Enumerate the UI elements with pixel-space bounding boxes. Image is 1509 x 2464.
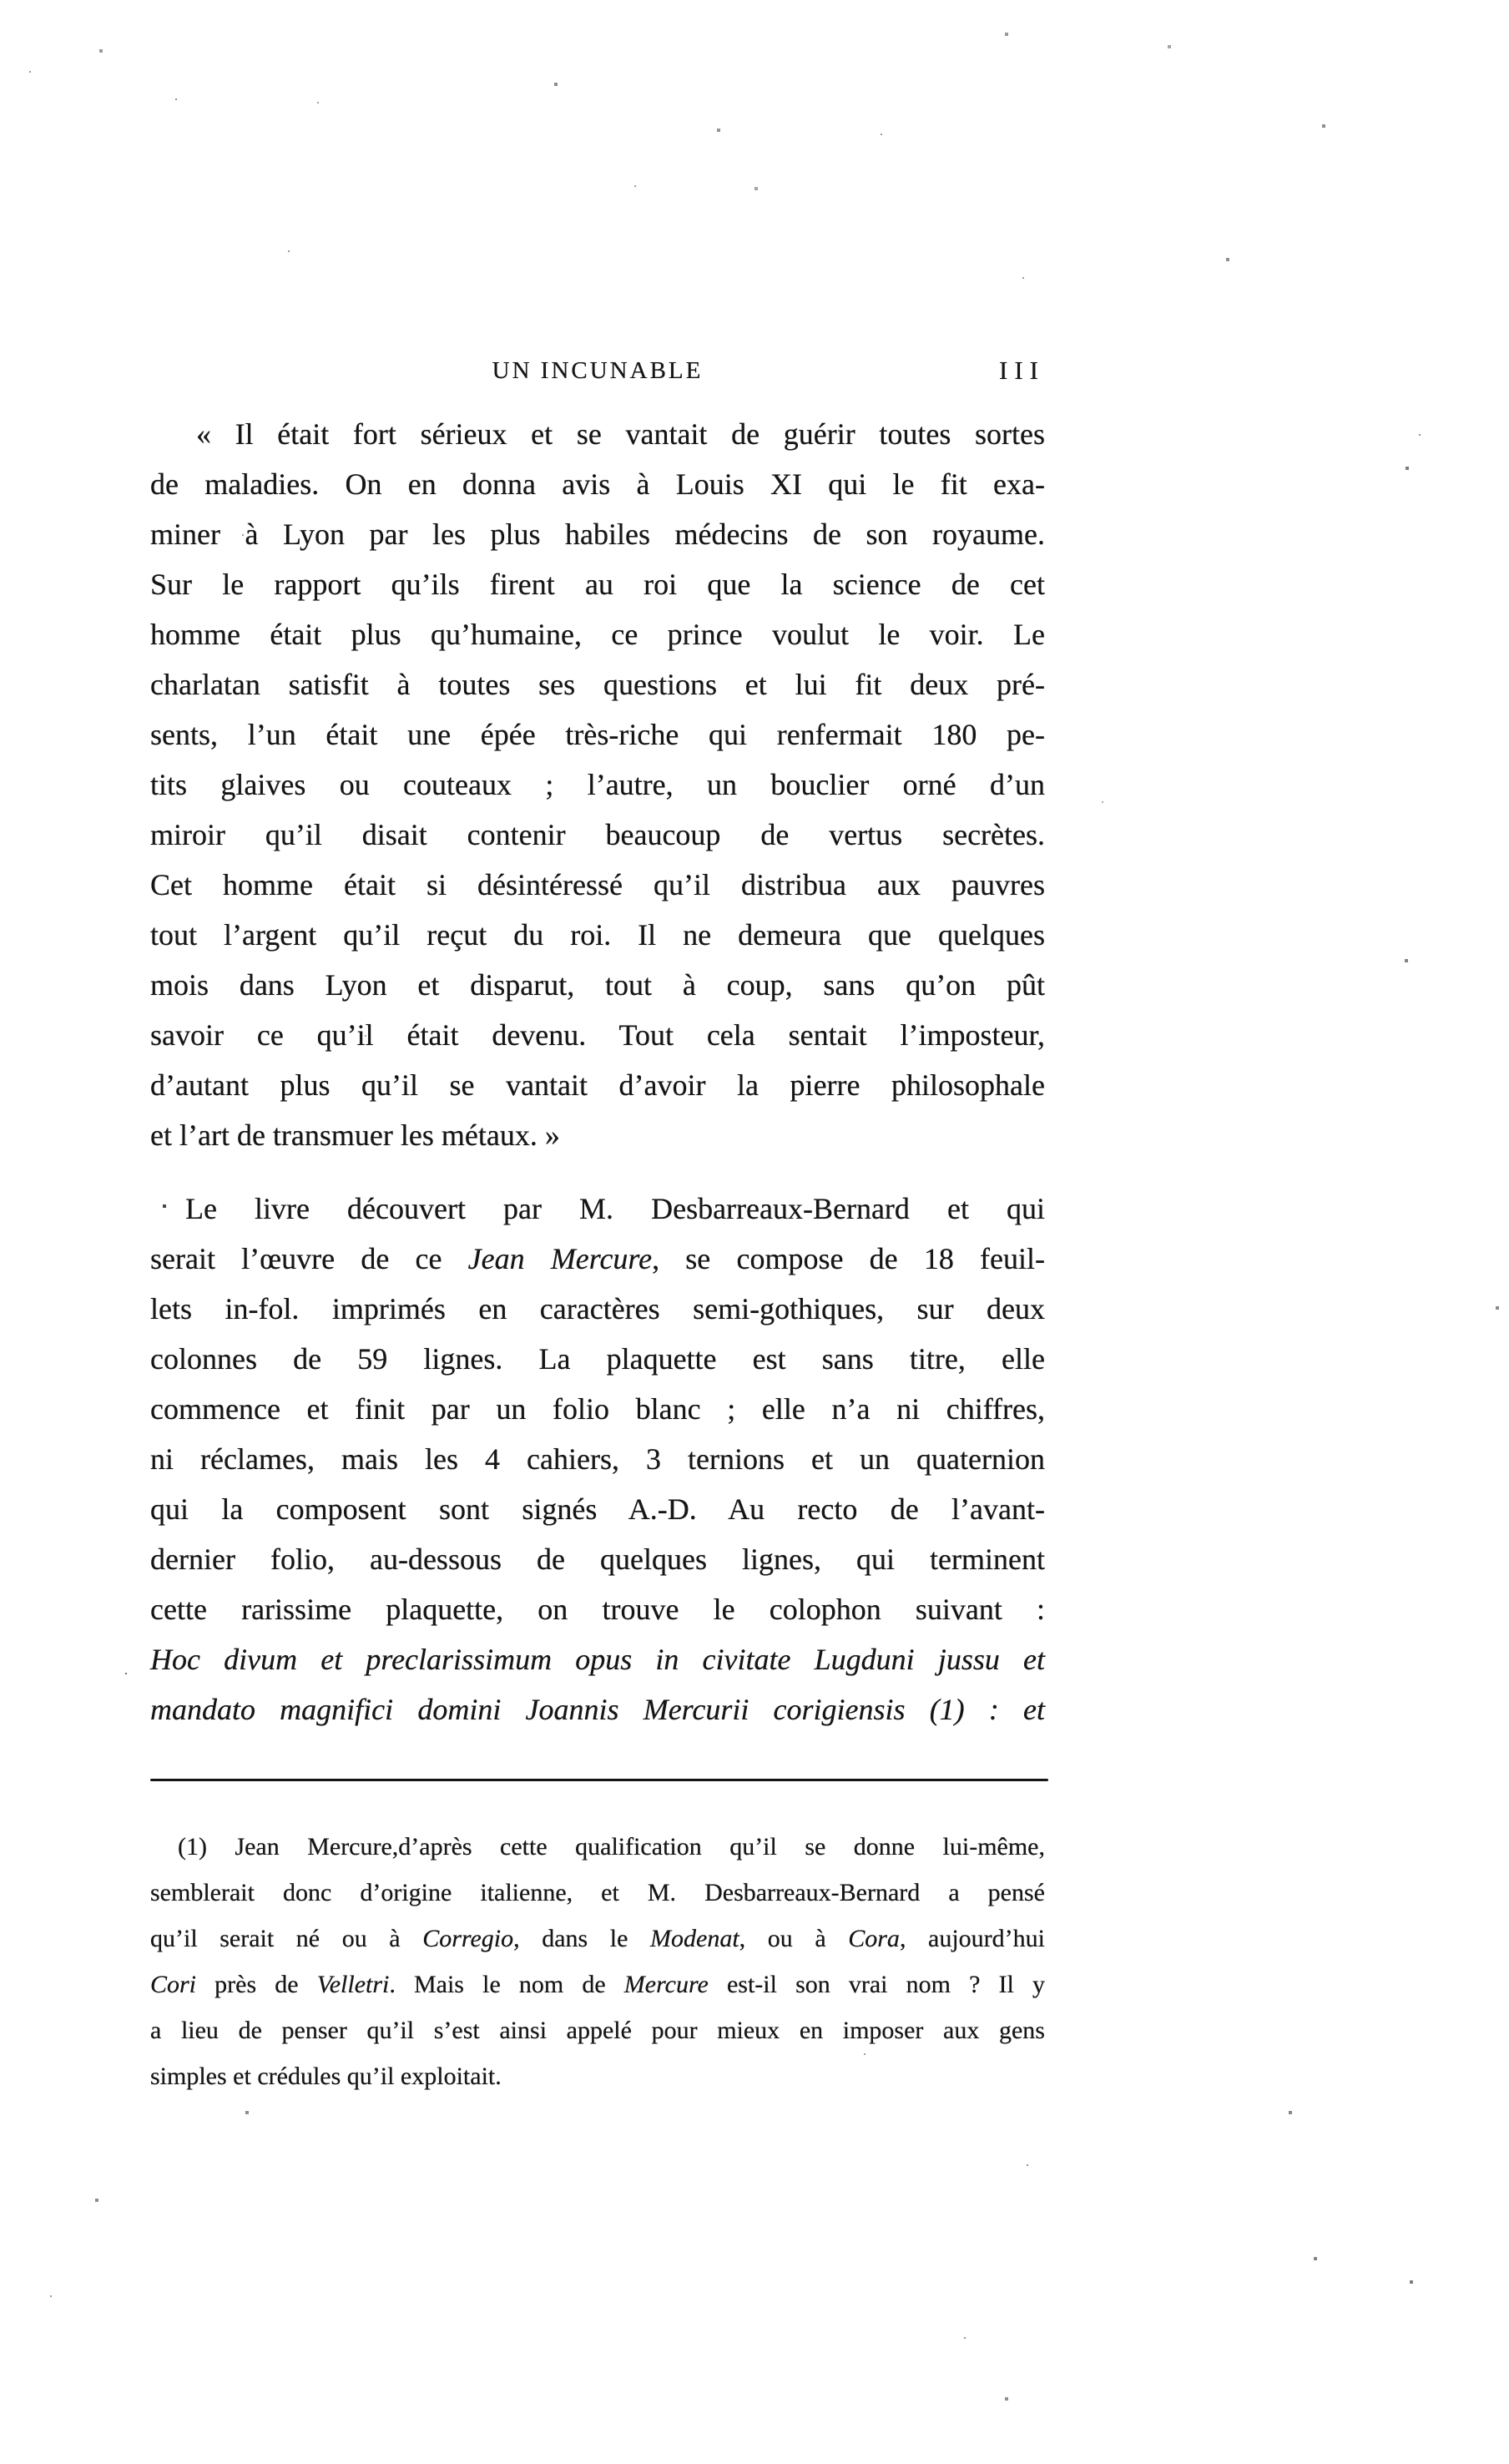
- text-span: qu’il serait né ou à: [150, 1925, 423, 1952]
- text-line: [150, 1962, 1045, 2007]
- text-span: homme était plus qu’humaine, ce prince voulut le voir. Le: [150, 618, 1045, 651]
- text-line: [150, 659, 1045, 709]
- text-line: [150, 459, 1045, 509]
- text-span: Cet homme était si désintéressé qu’il distribua aux pauvres: [150, 868, 1045, 901]
- text-span: dernier folio, au-dessous de quelques lignes, qui terminent: [150, 1543, 1045, 1576]
- text-line: [150, 1870, 1045, 1916]
- text-span: Corregio: [422, 1925, 514, 1952]
- text-span: . Mais le nom de: [389, 1971, 624, 1998]
- page-title: UN INCUNABLE: [492, 357, 704, 384]
- text-span: mois dans Lyon et disparut, tout à coup, sans qu’on pût: [150, 968, 1045, 1002]
- text-span: mandato magnifici domini Joannis Mercurii corigiensis (1) : et: [150, 1693, 1045, 1726]
- text-line: [150, 2007, 1045, 2053]
- text-span: a lieu de penser qu’il s’est ainsi appelé pour mieux en imposer aux gens: [150, 2017, 1045, 2044]
- text-span: qui la composent sont signés A.-D. Au recto de l’avant-: [150, 1492, 1045, 1526]
- text-line: [150, 559, 1045, 609]
- text-span: Cora: [848, 1925, 900, 1952]
- text-span: près de: [196, 1971, 317, 1998]
- text-line: [150, 2053, 1045, 2099]
- text-span: de maladies. On en donna avis à Louis XI qui le fit exa-: [150, 467, 1045, 501]
- text-line: [150, 1110, 1045, 1160]
- page-number: III: [999, 356, 1045, 385]
- text-line: [150, 1684, 1045, 1734]
- text-span: Jean Mercure: [467, 1242, 653, 1275]
- text-span: serait l’œuvre de ce: [150, 1242, 468, 1275]
- text-span: tits glaives ou couteaux ; l’autre, un bouclier orné d’un: [150, 768, 1045, 801]
- text-line: [150, 1916, 1045, 1962]
- text-span: Cori: [150, 1971, 197, 1998]
- text-span: cette rarissime plaquette, on trouve le colophon suivant :: [150, 1593, 1045, 1626]
- text-line: [150, 409, 1045, 459]
- text-line: [150, 1634, 1045, 1684]
- text-span: miner à Lyon par les plus habiles médecins de son royaume.: [150, 518, 1045, 551]
- text-line: [150, 1434, 1045, 1484]
- text-line: [150, 509, 1045, 559]
- footnote: [150, 1824, 1045, 2099]
- text-span: Sur le rapport qu’ils firent au roi que la science de cet: [150, 568, 1045, 601]
- text-span: d’autant plus qu’il se vantait d’avoir la pierre philosophale: [150, 1068, 1045, 1102]
- text-line: [150, 1060, 1045, 1110]
- text-span: , se compose de 18 feuil-: [652, 1242, 1045, 1275]
- text-line: [150, 1234, 1045, 1284]
- text-span: semblerait donc d’origine italienne, et M. Desbarreaux-Bernard a pensé: [150, 1879, 1045, 1906]
- text-span: Modenat: [650, 1925, 739, 1952]
- text-span: commence et finit par un folio blanc ; elle n’a ni chiffres,: [150, 1392, 1045, 1426]
- text-line: [150, 609, 1045, 659]
- text-line: [150, 1534, 1045, 1584]
- text-span: , ou à: [739, 1925, 849, 1952]
- text-line: [150, 1284, 1045, 1334]
- text-line: [150, 709, 1045, 760]
- footnote-rule: [150, 1779, 1048, 1781]
- text-line: [150, 860, 1045, 910]
- running-head: [150, 357, 1045, 391]
- text-line: [150, 760, 1045, 810]
- text-span: et l’art de transmuer les métaux. »: [150, 1118, 560, 1152]
- text-span: Le livre découvert par M. Desbarreaux-Bernard et qui: [185, 1192, 1045, 1225]
- paper-specks: [0, 0, 2, 2]
- text-line: [150, 1334, 1045, 1384]
- text-span: Velletri: [316, 1971, 390, 1998]
- text-line: [150, 910, 1045, 960]
- text-line: [150, 1824, 1045, 1870]
- text-span: est-il son vrai nom ? Il y: [708, 1971, 1045, 1998]
- text-span: colonnes de 59 lignes. La plaquette est sans titre, elle: [150, 1342, 1045, 1376]
- text-span: Mercure: [623, 1971, 709, 1998]
- text-line: [150, 1384, 1045, 1434]
- text-line: [150, 1184, 1045, 1234]
- text-line: [150, 1584, 1045, 1634]
- quote-paragraph: [150, 409, 1045, 1160]
- text-span: sents, l’un était une épée très-riche qui renfermait 180 pe-: [150, 718, 1045, 751]
- text-span: , aujourd’hui: [899, 1925, 1045, 1952]
- text-span: miroir qu’il disait contenir beaucoup de vertus secrètes.: [150, 818, 1045, 851]
- text-span: Hoc divum et preclarissimum opus in civitate Lugduni jussu et: [150, 1643, 1045, 1676]
- text-span: simples et crédules qu’il exploitait.: [150, 2063, 502, 2090]
- text-span: charlatan satisfit à toutes ses questions et lui fit deux pré-: [150, 668, 1045, 701]
- text-span: ni réclames, mais les 4 cahiers, 3 ternions et un quaternion: [150, 1442, 1045, 1476]
- text-line: [150, 1484, 1045, 1534]
- description-paragraph: [150, 1184, 1045, 1734]
- text-line: [150, 1010, 1045, 1060]
- text-span: savoir ce qu’il était devenu. Tout cela sentait l’imposteur,: [150, 1018, 1045, 1052]
- text-line: [150, 810, 1045, 860]
- text-line: [150, 960, 1045, 1010]
- text-column: [150, 409, 1045, 2099]
- text-span: lets in-fol. imprimés en caractères semi-gothiques, sur deux: [150, 1292, 1045, 1325]
- text-span: tout l’argent qu’il reçut du roi. Il ne demeura que quelques: [150, 918, 1045, 952]
- text-span: , dans le: [513, 1925, 651, 1952]
- text-span: (1) Jean Mercure,d’après cette qualification qu’il se donne lui-même,: [178, 1833, 1045, 1861]
- text-span: « Il était fort sérieux et se vantait de guérir toutes sortes: [196, 417, 1045, 451]
